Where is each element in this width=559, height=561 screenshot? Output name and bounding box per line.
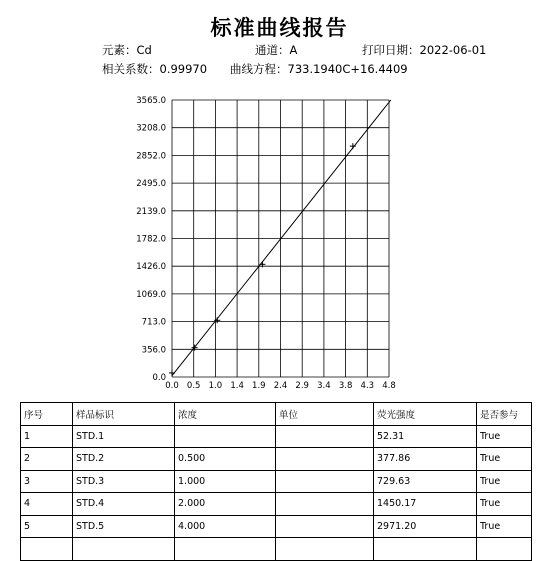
table-header-cell: 是否参与 [477, 403, 532, 426]
y-tick-label: 3208.0 [136, 123, 166, 134]
report-title: 标准曲线报告 [210, 15, 349, 40]
table-row [21, 493, 532, 516]
table-header-cell: 样品标识 [73, 403, 175, 426]
table-cell: STD.1 [73, 425, 175, 448]
data-points [169, 143, 356, 376]
table-cell: 729.63 [374, 470, 477, 493]
table-header-row [21, 403, 532, 426]
equation-label: 曲线方程：733.1940C+16.4409 [230, 62, 408, 76]
data-point-marker [350, 143, 356, 149]
table-cell: 4 [21, 493, 73, 516]
correlation-label: 相关系数：0.99970 [102, 62, 208, 76]
y-tick-label: 2495.0 [136, 179, 166, 190]
channel-label: 通道：A [255, 43, 298, 57]
table-cell: True [477, 448, 532, 471]
y-tick-label: 2852.0 [136, 151, 166, 162]
x-tick-label: 0.5 [186, 381, 201, 391]
table-cell [175, 538, 276, 561]
y-tick-label: 1069.0 [136, 289, 166, 300]
table-cell: 2 [21, 448, 73, 471]
x-tick-label: 3.8 [338, 381, 353, 391]
y-tick-label: 1426.0 [136, 262, 166, 273]
x-tick-label: 3.4 [317, 381, 331, 391]
x-tick-label: 1.4 [230, 381, 244, 391]
table-cell: 5 [21, 515, 73, 538]
table-cell: 0.500 [175, 448, 276, 471]
table-row [21, 448, 532, 471]
x-tick-label: 0.0 [165, 381, 179, 391]
standards-table [20, 402, 532, 561]
x-tick-label: 2.4 [273, 381, 288, 391]
calibration-curve-chart [0, 90, 559, 395]
x-tick-label: 1.0 [208, 381, 223, 391]
print-date-label: 打印日期：2022-06-01 [362, 43, 487, 57]
x-tick-label: 2.9 [295, 381, 309, 391]
x-tick-label: 4.8 [382, 381, 396, 391]
y-tick-label: 3565.0 [136, 96, 166, 106]
data-point-marker [169, 370, 175, 376]
y-tick-label: 356.0 [141, 345, 166, 356]
table-cell: 4.000 [175, 515, 276, 538]
x-tick-label: 4.3 [360, 381, 375, 391]
table-header-cell: 序号 [21, 403, 73, 426]
table-cell [276, 470, 374, 493]
table-row [21, 425, 532, 448]
table-cell: STD.2 [73, 448, 175, 471]
fit-line-group [172, 100, 391, 376]
table-cell: 2971.20 [374, 515, 477, 538]
table-cell: 3 [21, 470, 73, 493]
table-cell [276, 515, 374, 538]
table-cell [276, 538, 374, 561]
y-tick-label: 2139.0 [136, 206, 166, 217]
y-tick-label: 0.0 [152, 373, 166, 383]
table-row [21, 538, 532, 561]
table-cell [276, 493, 374, 516]
table-cell [73, 538, 175, 561]
table-row [21, 470, 532, 493]
table-header-cell: 单位 [276, 403, 374, 426]
y-tick-label: 1782.0 [136, 234, 166, 245]
table-cell: STD.5 [73, 515, 175, 538]
table-cell [175, 425, 276, 448]
table-cell: True [477, 470, 532, 493]
table-row [21, 515, 532, 538]
fit-line [172, 100, 391, 376]
table-cell: True [477, 515, 532, 538]
table-cell: 52.31 [374, 425, 477, 448]
table-cell [477, 538, 532, 561]
table-cell [374, 538, 477, 561]
table-cell [276, 448, 374, 471]
table-cell: True [477, 493, 532, 516]
table-cell: STD.3 [73, 470, 175, 493]
table-header-cell: 浓度 [175, 403, 276, 426]
table-cell: 1450.17 [374, 493, 477, 516]
table-header-cell: 荧光强度 [374, 403, 477, 426]
element-label: 元素：Cd [102, 43, 152, 57]
y-tick-label: 713.0 [141, 317, 166, 328]
table-cell: True [477, 425, 532, 448]
table-cell: 377.86 [374, 448, 477, 471]
table-cell: STD.4 [73, 493, 175, 516]
y-axis-ticks [136, 96, 166, 383]
x-tick-label: 1.9 [252, 381, 266, 391]
table-cell: 1.000 [175, 470, 276, 493]
table-cell [21, 538, 73, 561]
table-cell: 2.000 [175, 493, 276, 516]
x-axis-ticks [165, 381, 396, 391]
table-cell: 1 [21, 425, 73, 448]
table-cell [276, 425, 374, 448]
